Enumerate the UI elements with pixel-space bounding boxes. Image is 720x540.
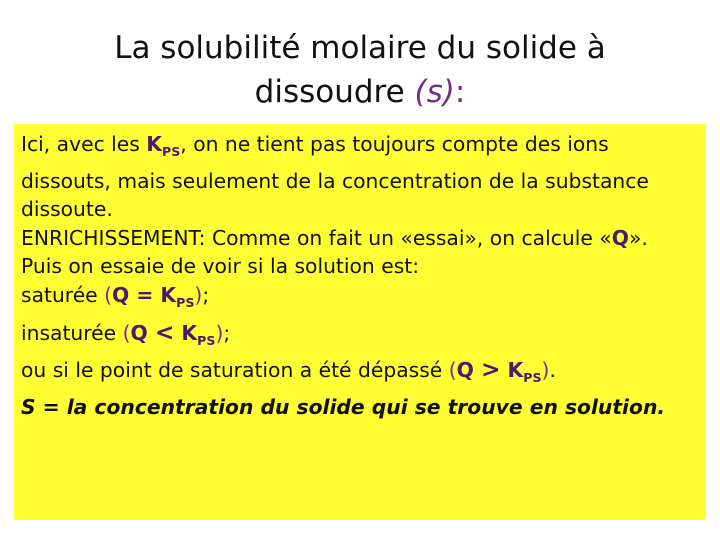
p5-open-paren: ( (122, 320, 131, 345)
paragraph-depasse (21, 355, 700, 393)
p2-text-before: ENRICHISSEMENT: Comme on fait un «essai», on calcule « (21, 225, 612, 250)
p6-q: Q (456, 358, 481, 383)
slide-title (0, 26, 720, 114)
less-than-operator: < (154, 317, 175, 346)
q-term: Q (611, 225, 629, 250)
paragraph-definition-s: S = la concentration du solide qui se trouve en solution. (21, 394, 666, 419)
p4-end: ; (202, 283, 210, 308)
p1-text-after: , on ne tient pas toujours compte des ions dissouts, mais seulement de la concentration de la substance dissoute. (21, 132, 649, 222)
p6-close-paren: ) (541, 358, 550, 383)
content-box (14, 124, 706, 520)
p6-end: . (549, 358, 556, 383)
title-word-dissoudre: dissoudre (254, 74, 405, 110)
title-line-2 (0, 70, 720, 114)
title-line-1: La solubilité molaire du solide à (114, 30, 606, 66)
p5-subscript: PS (197, 332, 216, 348)
paragraph-kps-note (21, 130, 700, 224)
title-colon: : (454, 74, 466, 110)
p1-text-before: Ici, avec les (21, 132, 147, 156)
p6-word: ou si le point de saturation a été dépassé (21, 358, 449, 383)
kps-subscript: PS (162, 144, 181, 160)
p4-word: saturée (21, 283, 105, 308)
p4-expr: Q = K (112, 283, 177, 308)
paragraph-saturee (21, 281, 700, 318)
p6-subscript: PS (523, 370, 542, 386)
kps-k: K (146, 132, 163, 156)
title-symbol-s: (s) (414, 74, 455, 110)
p5-close-paren: ) (215, 320, 224, 345)
paragraph-essai: Puis on essaie de voir si la solution est: (21, 254, 420, 279)
p2-text-after: ». (628, 225, 648, 250)
p6-open-paren: ( (448, 358, 457, 383)
paragraph-enrichissement (21, 224, 700, 253)
p5-expression (130, 317, 216, 348)
p5-word: insaturée (21, 320, 123, 345)
p6-expression (456, 355, 542, 386)
greater-than-operator: > (480, 355, 501, 384)
p6-k: K (500, 358, 524, 383)
p5-q: Q (130, 320, 155, 345)
paragraph-insaturee (21, 318, 700, 356)
p5-k: K (174, 320, 198, 345)
p4-open-paren: ( (104, 283, 113, 308)
p4-subscript: PS (176, 295, 195, 311)
p5-end: ; (223, 320, 231, 345)
p4-close-paren: ) (194, 283, 203, 308)
p4-expression (112, 283, 195, 311)
kps-term (146, 132, 181, 160)
